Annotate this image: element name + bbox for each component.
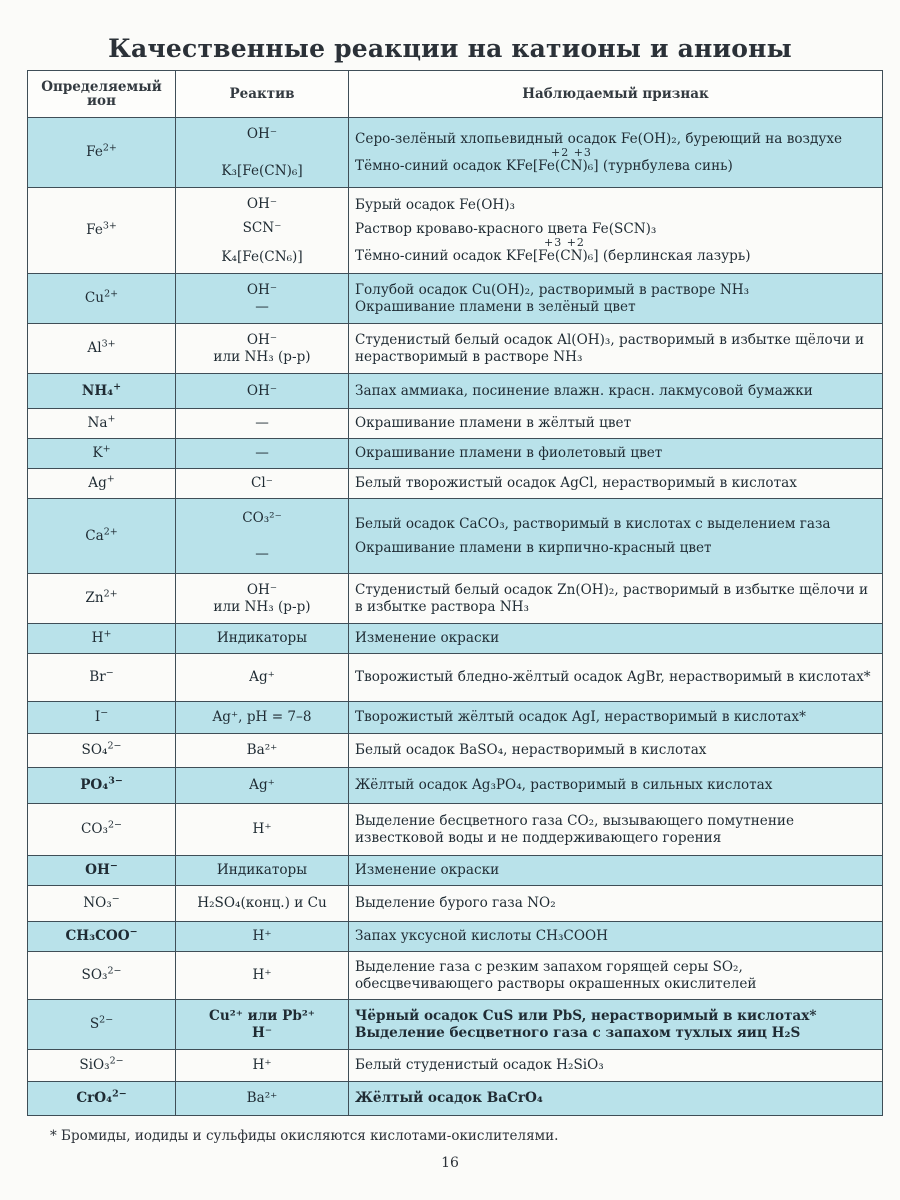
table-row (28, 324, 883, 374)
reagent-cell: Ba²⁺ (176, 734, 349, 768)
reagent-cell: — (176, 439, 349, 469)
ion-cell: OH− (28, 856, 176, 886)
table-row (28, 922, 883, 952)
ion-cell: NH₄+ (28, 374, 176, 409)
table-row (28, 499, 883, 574)
reactions-table (27, 70, 883, 1116)
reagent-cell: OH⁻ K₃[Fe(CN)₆] (176, 118, 349, 188)
reagent-cell: Индикаторы (176, 624, 349, 654)
ion-cell: $Al^{3+}$ (28, 324, 176, 374)
footnote: * Бромиды, иодиды и сульфиды окисляются кислотами-окислителями. (50, 1128, 559, 1144)
ion-cell: CrO₄$^{2-}$ (28, 1082, 176, 1116)
reagent-cell: OH⁻ или NH₃ (р-р) (176, 324, 349, 374)
header-ion: Определяемый ион (28, 71, 176, 118)
ion-cell: $Fe^{3+}$ (28, 188, 176, 274)
reagent-cell: CO₃²⁻ — (176, 499, 349, 574)
ion-cell: $Cu^{2+}$ (28, 274, 176, 324)
ion-cell: $Fe^{2+}$ (28, 118, 176, 188)
sign-cell: Окрашивание пламени в фиолетовый цвет (349, 439, 883, 469)
ion-cell: I− (28, 702, 176, 734)
table-row (28, 654, 883, 702)
ion-cell: PO₄$^{3-}$ (28, 768, 176, 804)
sign-cell: Творожистый жёлтый осадок AgI, нерастворимый в кислотах* (349, 702, 883, 734)
ion-cell: SO₃$^{2-}$ (28, 952, 176, 1000)
sign-cell: Выделение бурого газа NO₂ (349, 886, 883, 922)
sign-cell: Белый осадок CaCO₃, растворимый в кислотах с выделением газа Окрашивание пламени в кирпично-красный цвет (349, 499, 883, 574)
reagent-cell: Cl⁻ (176, 469, 349, 499)
table-row (28, 274, 883, 324)
reagent-cell: Cu²⁺ или Pb²⁺ H⁻ (176, 1000, 349, 1050)
sign-cell: Выделение бесцветного газа CO₂, вызывающего помутнение известковой воды и не поддерживающего горения (349, 804, 883, 856)
sign-cell: Бурый осадок Fe(OH)₃ Раствор кроваво-красного цвета Fe(SCN)₃ +3 +2 Тёмно-синий осадок KFe[Fe(CN)₆] (берлинская лазурь) (349, 188, 883, 274)
oxidation-states: +2 +3 (551, 145, 592, 159)
reagent-cell: OH⁻ — (176, 274, 349, 324)
page-number: 16 (441, 1155, 459, 1171)
sign-cell: Окрашивание пламени в жёлтый цвет (349, 409, 883, 439)
table-row (28, 624, 883, 654)
sign-cell: Жёлтый осадок Ag₃PO₄, растворимый в сильных кислотах (349, 768, 883, 804)
page-title: Качественные реакции на катионы и анионы (108, 34, 792, 63)
ion-cell: NO₃− (28, 886, 176, 922)
ion-cell: $S^{2-}$ (28, 1000, 176, 1050)
reagent-cell: H₂SO₄(конц.) и Cu (176, 886, 349, 922)
table-row (28, 188, 883, 274)
ion-cell: SiO₃$^{2-}$ (28, 1050, 176, 1082)
ion-cell: $Ca^{2+}$ (28, 499, 176, 574)
ion-cell: SO₄$^{2-}$ (28, 734, 176, 768)
table-row (28, 886, 883, 922)
ion-cell: H+ (28, 624, 176, 654)
ion-cell: K+ (28, 439, 176, 469)
table-row (28, 804, 883, 856)
oxidation-states: +3 +2 (544, 235, 585, 249)
header-sign: Наблюдаемый признак (349, 71, 883, 118)
reagent-cell: OH⁻ SCN⁻ K₄[Fe(CN₆)] (176, 188, 349, 274)
table-row (28, 702, 883, 734)
reagent-cell: H⁺ (176, 804, 349, 856)
sign-cell: Белый осадок BaSO₄, нерастворимый в кислотах (349, 734, 883, 768)
table-header-row (28, 71, 883, 118)
sign-cell: Серо-зелёный хлопьевидный осадок Fe(OH)₂, буреющий на воздухе +2 +3 Тёмно-синий осадок KFe[Fe(CN)₆] (турнбулева синь) (349, 118, 883, 188)
reagent-cell: H⁺ (176, 1050, 349, 1082)
sign-cell: Студенистый белый осадок Zn(OH)₂, растворимый в избытке щёлочи и в избытке раствора NH₃ (349, 574, 883, 624)
sign-cell: Изменение окраски (349, 624, 883, 654)
table-row (28, 574, 883, 624)
header-reagent: Реактив (176, 71, 349, 118)
reagent-cell: Ag⁺, pH = 7–8 (176, 702, 349, 734)
sign-cell: Студенистый белый осадок Al(OH)₃, растворимый в избытке щёлочи и нерастворимый в растворе NH₃ (349, 324, 883, 374)
ion-cell: $Zn^{2+}$ (28, 574, 176, 624)
table-row (28, 374, 883, 409)
sign-cell: Белый творожистый осадок AgCl, нерастворимый в кислотах (349, 469, 883, 499)
sign-cell: Выделение газа с резким запахом горящей серы SO₂, обесцвечивающего растворы окрашенных окислителей (349, 952, 883, 1000)
reagent-cell: OH⁻ (176, 374, 349, 409)
table-row (28, 952, 883, 1000)
reagent-cell: Ag⁺ (176, 768, 349, 804)
reagent-cell: OH⁻ или NH₃ (р-р) (176, 574, 349, 624)
ion-cell: Na+ (28, 409, 176, 439)
reagent-cell: H⁺ (176, 952, 349, 1000)
table-row (28, 1082, 883, 1116)
reagent-cell: — (176, 409, 349, 439)
sign-cell: Белый студенистый осадок H₂SiO₃ (349, 1050, 883, 1082)
reagent-cell: Ag⁺ (176, 654, 349, 702)
ion-cell: Ag+ (28, 469, 176, 499)
ion-cell: CO₃$^{2-}$ (28, 804, 176, 856)
table-row (28, 469, 883, 499)
reagent-cell: Индикаторы (176, 856, 349, 886)
table-row (28, 1000, 883, 1050)
sign-cell: Запах уксусной кислоты CH₃COOH (349, 922, 883, 952)
sign-cell: Запах аммиака, посинение влажн. красн. лакмусовой бумажки (349, 374, 883, 409)
table-row (28, 439, 883, 469)
table-row (28, 118, 883, 188)
reagent-cell: Ba²⁺ (176, 1082, 349, 1116)
table-row (28, 856, 883, 886)
sign-cell: Изменение окраски (349, 856, 883, 886)
ion-cell: Br− (28, 654, 176, 702)
table-row (28, 409, 883, 439)
reagent-cell: H⁺ (176, 922, 349, 952)
sign-cell: Чёрный осадок CuS или PbS, нерастворимый в кислотах* Выделение бесцветного газа с запахом тухлых яиц H₂S (349, 1000, 883, 1050)
sign-cell: Творожистый бледно-жёлтый осадок AgBr, нерастворимый в кислотах* (349, 654, 883, 702)
table-row (28, 734, 883, 768)
table-row (28, 1050, 883, 1082)
sign-cell: Жёлтый осадок BaCrO₄ (349, 1082, 883, 1116)
ion-cell: CH₃COO− (28, 922, 176, 952)
table-row (28, 768, 883, 804)
sign-cell: Голубой осадок Cu(OH)₂, растворимый в растворе NH₃ Окрашивание пламени в зелёный цвет (349, 274, 883, 324)
